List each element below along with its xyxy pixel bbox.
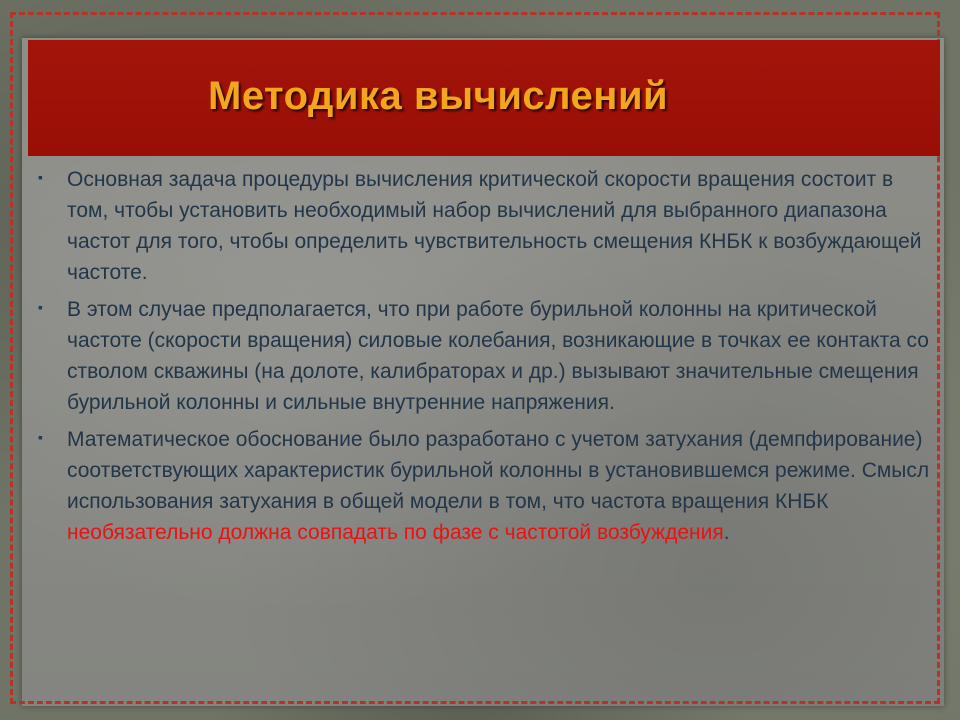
slide-body (36, 164, 936, 554)
square-bullet-icon (38, 300, 43, 314)
bullet-text-3-lead: Математическое обоснование было разработано с учетом затухания (демпфирование) соответствующих характеристик бурильной колонны в установившемся режиме. Смысл использования затухания в общей модели в том, что частота вращения КНБК (67, 428, 930, 513)
square-bullet-icon (38, 170, 43, 184)
bullet-item-2 (36, 294, 936, 418)
bullet-text-1: Основная задача процедуры вычисления критической скорости вращения состоит в том, чтобы установить необходимый набор вычислений для выбранного диапазона частот для того, чтобы определить чувствительность смещения КНБК к возбуждающей частоте. (67, 168, 922, 284)
bullet-text-3-tail: . (723, 521, 730, 544)
square-bullet-icon (38, 430, 43, 444)
bullet-item-1 (36, 164, 936, 288)
bullet-text-3-highlight: необязательно должна совпадать по фазе с частотой возбуждения (67, 521, 724, 544)
bullet-text-2: В этом случае предполагается, что при работе бурильной колонны на критической частоте (скорости вращения) силовые колебания, возникающие в точках ее контакта со стволом скважины (на долоте, калибраторах и др.) вызывают значительные смещения бурильной колонны и сильные внутренние напряжения. (67, 298, 929, 414)
slide-title: Методика вычислений (208, 74, 669, 118)
bullet-item-3 (36, 424, 936, 548)
